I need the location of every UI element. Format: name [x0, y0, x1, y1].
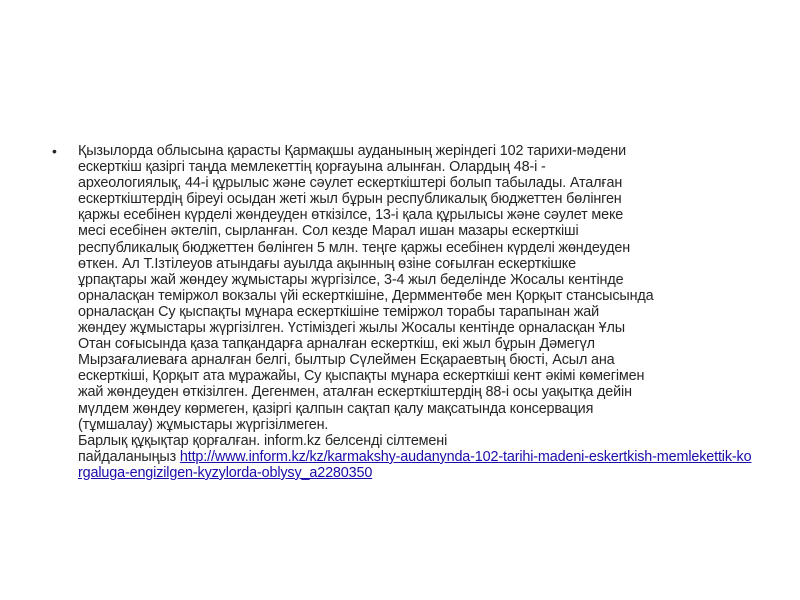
- article-body-text: Қызылорда облысына қарасты Қармақшы ауданының жеріндегі 102 тарихи-мәдени ескерткіш қазіргі таңда мемлекеттің қорғауына алынған. Олардың 48-і - археологиялық, 44-і құрылыс және сәулет ескерткіштері болып табылады. Аталған ескерткіштердің біреуі осыдан жеті жыл бұрын республикалық бюджеттен бөлінген қаржы есебінен күрделі жөндеуден өткізілсе, 13-і қала құрылысы және сәулет меке месі есебінен әктеліп, сырланған. Сол кезде Марал ишан мазары ескерткіші республикалық бюджеттен бөлінген 5 млн. теңге қаржы есебінен күрделі жөндеуден өткен. Ал Т.Ізтілеуов атындағы ауылда ақынның өзіне соғылған ескерткішке ұрпақтары жай жөндеу жұмыстары жүргізілсе, 3-4 жыл беделінде Жосалы кентінде орналасқан теміржол вокзалы үйі ескерткішіне, Дермментөбе мен Қорқыт стансысында орналасқан Су қыспақты мұнара ескерткішіне теміржол торабы тарапынан жай жөндеу жұмыстары жүргізілген. Үстіміздегі жылы Жосалы кентінде орналасқан Ұлы Отан соғысында қаза тапқандарға арналған ескерткіш, екі жыл бұрын Дәмегүл Мырзағалиеваға арналған белгі, былтыр Сүлеймен Есқараевтың бюсті, Асыл ана ескерткіші, Қорқыт ата мұражайы, Су қыспақты мұнара ескерткіші кент әкімі көмегімен жай жөндеуден өткізілген. Дегенмен, аталған ескерткіштердің 88-і осы уақытқа дейін мүлдем жөндеу көрмеген, қазіргі қалпын сақтап қалу мақсатында консервация (тұмшалау) жұмыстары жүргізілмеген.: [78, 143, 654, 433]
- bullet-list: [52, 143, 752, 481]
- copyright-notice: Барлық құқықтар қорғалған. inform.kz белсенді сілтемені пайдаланыңыз: [78, 432, 448, 465]
- bullet-item: [52, 143, 752, 481]
- bullet-dot-icon: •: [52, 143, 57, 159]
- source-link[interactable]: http://www.inform.kz/kz/karmakshy-audanynda-102-tarihi-madeni-eskertkish-memlekettik-korgaluga-engizilgen-kyzylorda-oblysy_a2280350: [78, 448, 752, 481]
